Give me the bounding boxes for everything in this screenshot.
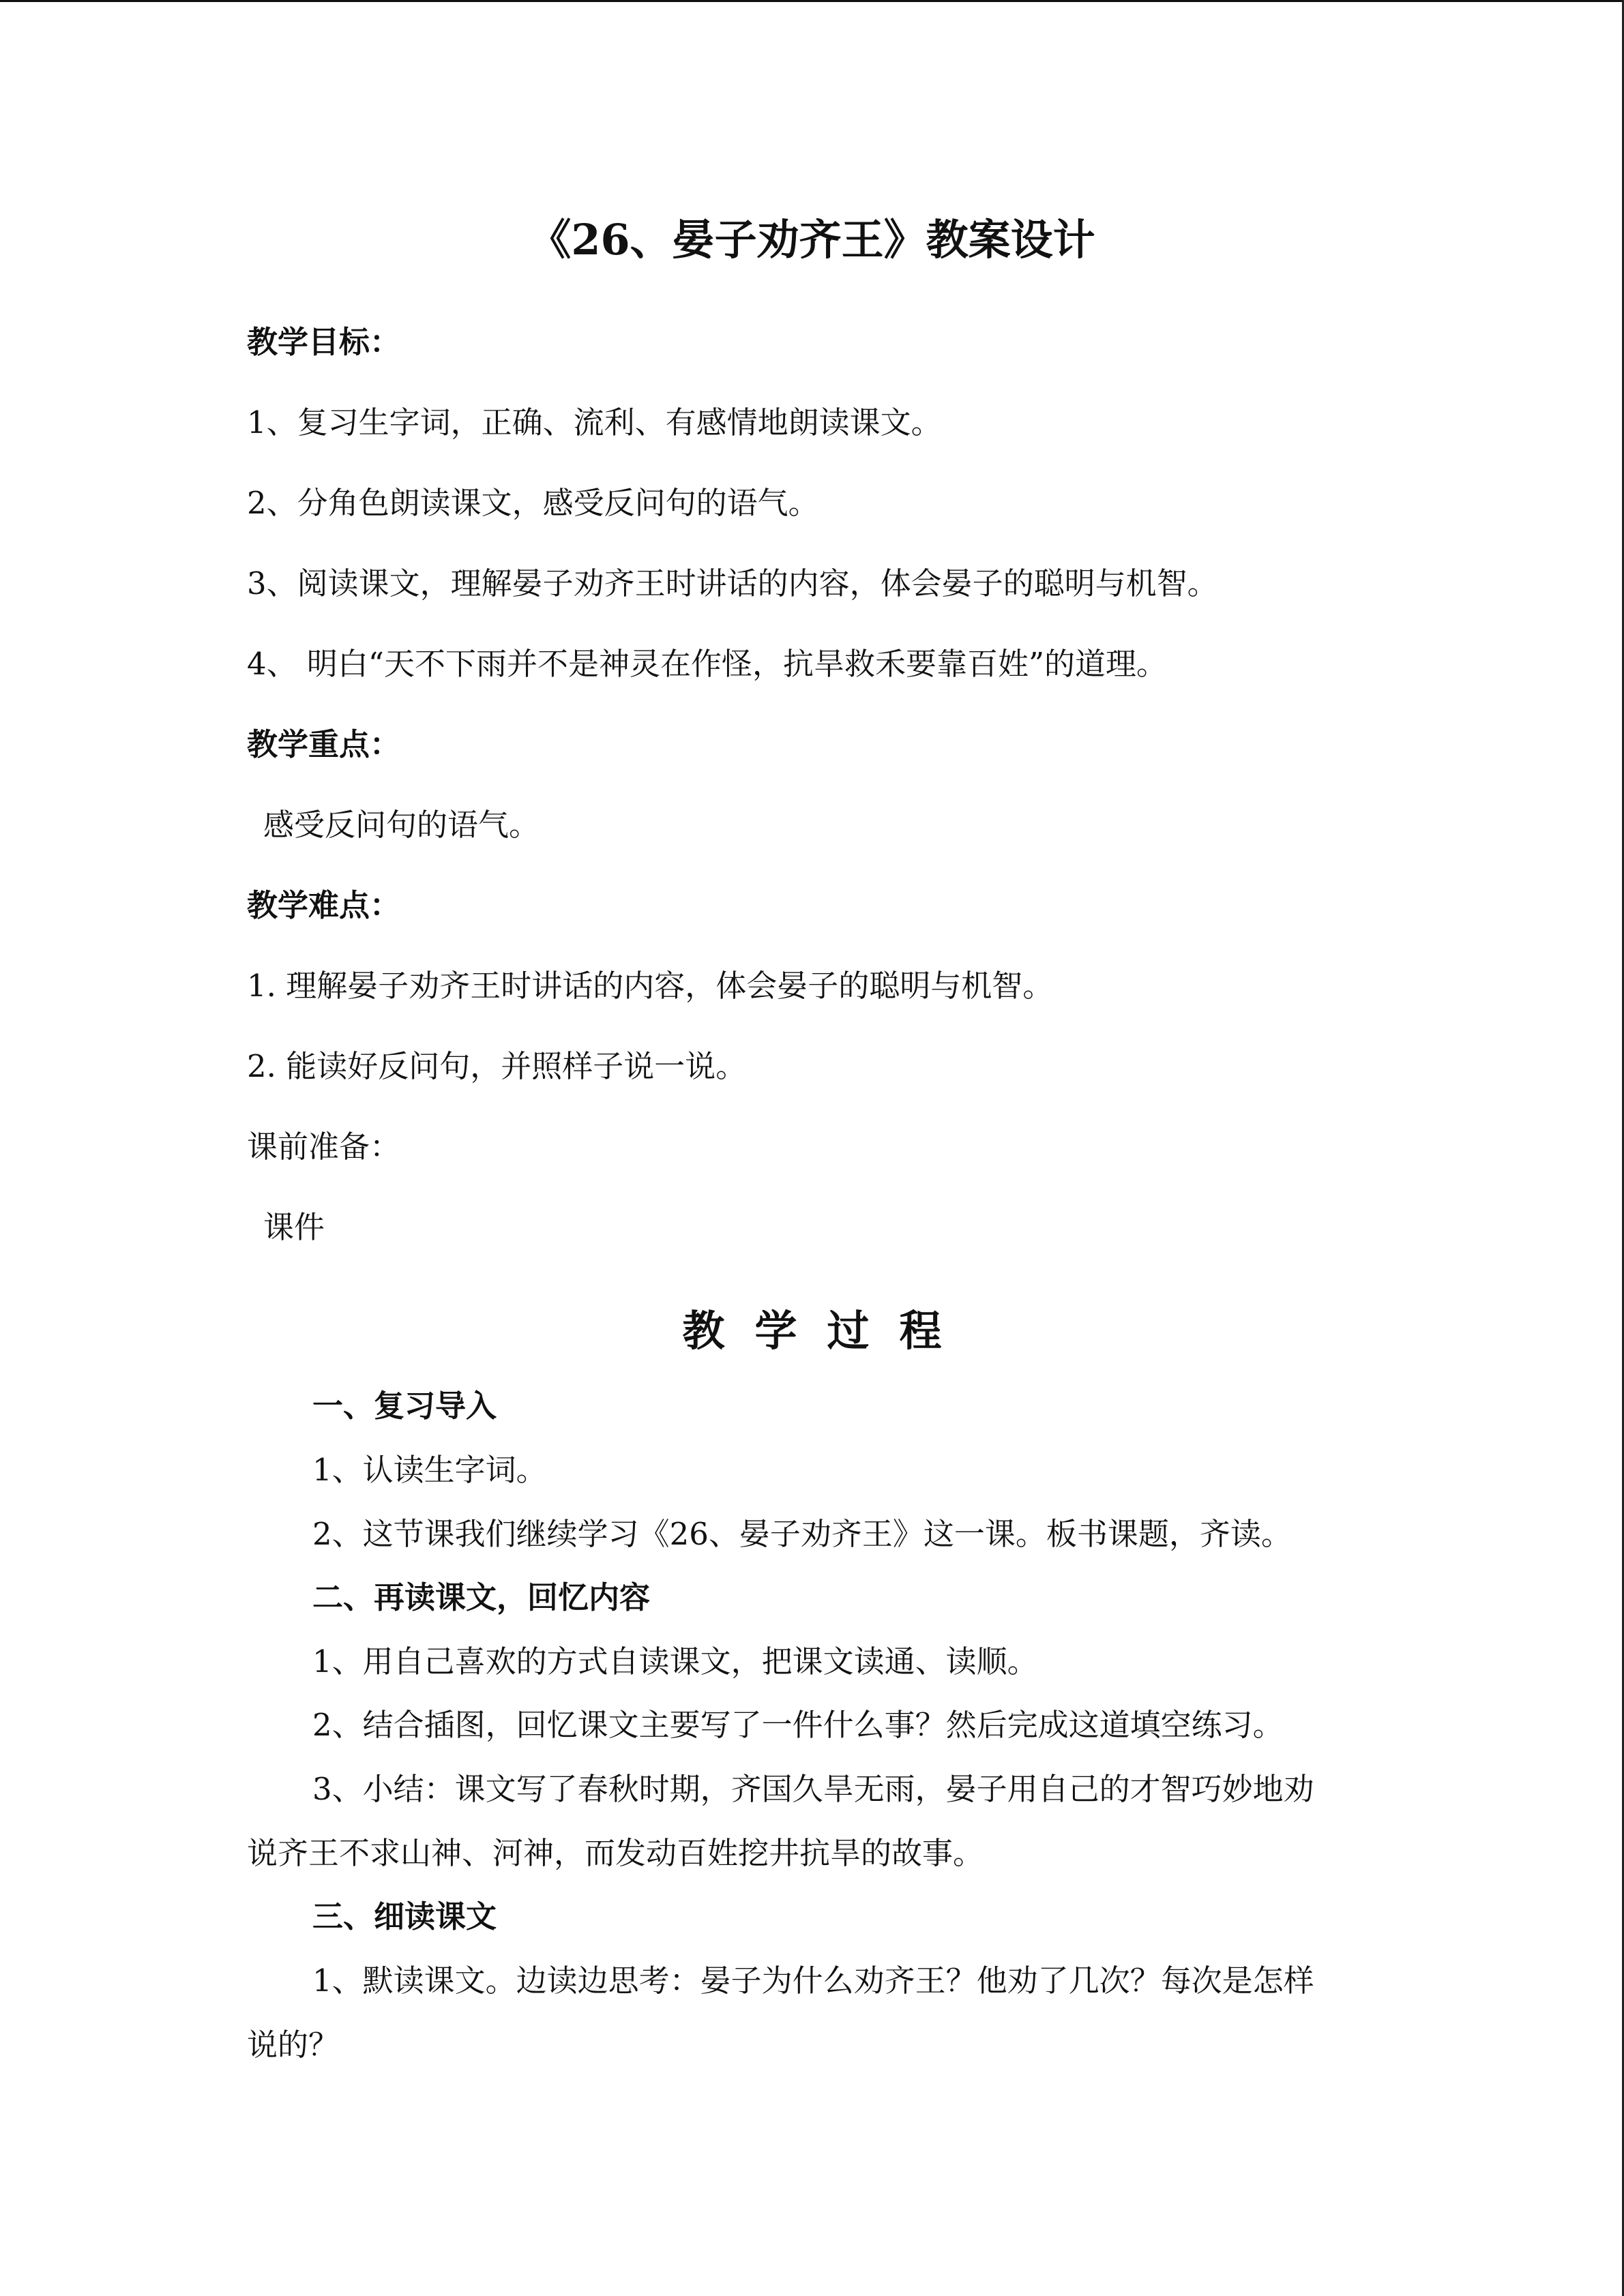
process-item: 2、结合插图，回忆课文主要写了一件什么事？然后完成这道填空练习。 xyxy=(312,1707,1284,1743)
process-item: 2、这节课我们继续学习《26、晏子劝齐王》这一课。板书课题，齐读。 xyxy=(312,1516,1292,1552)
process-section-heading: 一、复习导入 xyxy=(312,1388,497,1424)
difficulty-item: 2. 能读好反问句，并照样子说一说。 xyxy=(247,1048,747,1084)
process-item-continuation: 说的？ xyxy=(247,2027,340,2063)
difficulties-heading: 教学难点： xyxy=(247,887,401,923)
difficulty-item: 1. 理解晏子劝齐王时讲话的内容，体会晏子的聪明与机智。 xyxy=(247,968,1054,1004)
process-item: 3、小结：课文写了春秋时期，齐国久旱无雨，晏子用自己的才智巧妙地劝 xyxy=(312,1771,1314,1807)
document-title: 《26、晏子劝齐王》教案设计 xyxy=(529,215,1095,265)
page-top-border xyxy=(0,0,1624,2)
key-point-text: 感受反问句的语气。 xyxy=(263,807,540,843)
process-section-heading: 三、细读课文 xyxy=(312,1898,497,1935)
objective-item: 1、复习生字词，正确、流利、有感情地朗读课文。 xyxy=(247,404,942,441)
preparation-text: 课件 xyxy=(263,1209,325,1245)
key-point-heading: 教学重点： xyxy=(247,726,401,762)
objectives-heading: 教学目标： xyxy=(247,324,401,360)
process-section-heading: 二、再读课文，回忆内容 xyxy=(312,1579,651,1615)
process-item: 1、认读生字词。 xyxy=(312,1452,547,1488)
preparation-heading: 课前准备： xyxy=(247,1129,401,1165)
objective-item: 2、分角色朗读课文，感受反问句的语气。 xyxy=(247,485,819,521)
objective-item: 4、 明白“天不下雨并不是神灵在作怪，抗旱救禾要靠百姓”的道理。 xyxy=(247,646,1167,682)
process-heading: 教学过程 xyxy=(682,1306,972,1356)
process-item: 1、用自己喜欢的方式自读课文，把课文读通、读顺。 xyxy=(312,1643,1038,1680)
process-item-continuation: 说齐王不求山神、河神，而发动百姓挖井抗旱的故事。 xyxy=(247,1835,984,1871)
objective-item: 3、阅读课文，理解晏子劝齐王时讲话的内容，体会晏子的聪明与机智。 xyxy=(247,565,1218,601)
process-item: 1、默读课文。边读边思考：晏子为什么劝齐王？他劝了几次？每次是怎样 xyxy=(312,1963,1314,1999)
